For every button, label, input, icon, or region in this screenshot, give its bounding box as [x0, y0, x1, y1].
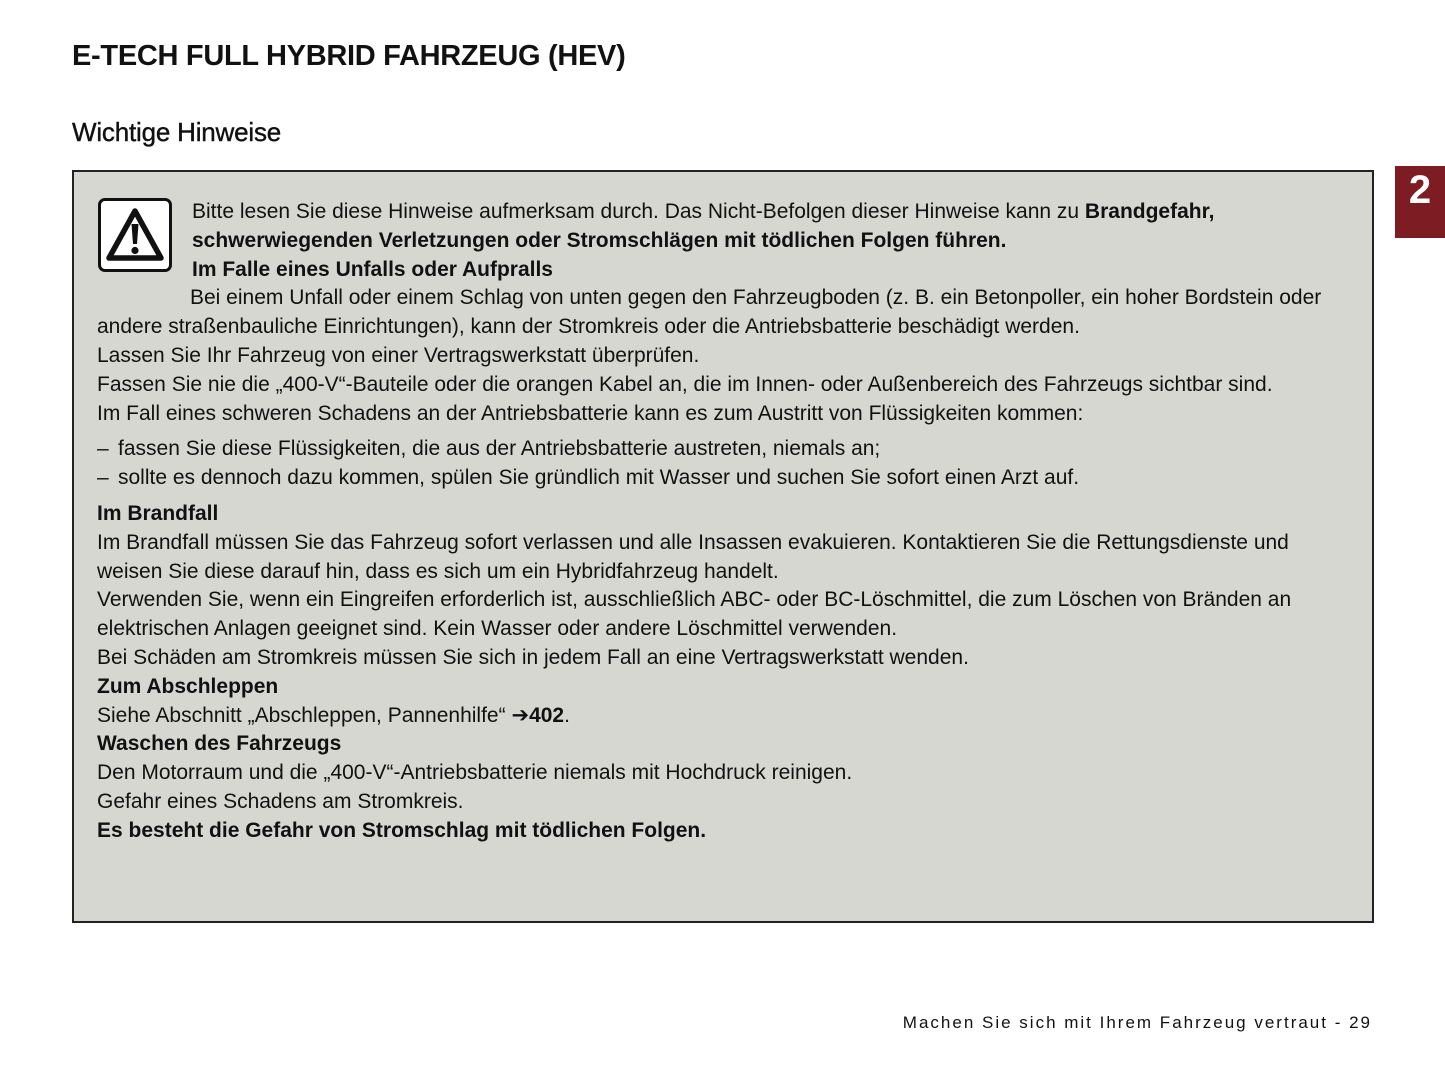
page-reference-link[interactable]: 402	[529, 703, 565, 727]
chapter-tab: 2	[1395, 166, 1445, 238]
page-footer: Machen Sie sich mit Ihrem Fahrzeug vertraut - 29	[902, 1013, 1372, 1032]
warning-triangle-icon	[98, 198, 172, 272]
fluid-instructions-list	[97, 435, 1350, 493]
list-item-text: sollte es dennoch dazu kommen, spülen Sie gründlich mit Wasser und suchen Sie sofort einen Arzt auf.	[118, 466, 1080, 490]
washing-paragraph-1: Den Motorraum und die „400-V“-Antriebsbatterie niemals mit Hochdruck reinigen.	[97, 761, 853, 785]
list-dash: –	[97, 437, 109, 461]
section-title: Wichtige Hinweise	[72, 117, 282, 147]
washing-heading: Waschen des Fahrzeugs	[97, 732, 342, 756]
arrow-right-icon: ➔	[511, 703, 530, 727]
page-title: E-TECH FULL HYBRID FAHRZEUG (HEV)	[72, 40, 626, 72]
fire-paragraph-3: Bei Schäden am Stromkreis müssen Sie sich in jedem Fall an eine Vertragswerkstatt wenden.	[97, 645, 969, 669]
list-item-text: fassen Sie diese Flüssigkeiten, die aus der Antriebsbatterie austreten, niemals an;	[118, 437, 881, 461]
warning-intro	[97, 198, 1350, 256]
fire-paragraph-2: Verwenden Sie, wenn ein Eingreifen erforderlich ist, ausschließlich ABC- oder BC-Löschmittel, die zum Löschen von Bränden an elektrischen Anlagen geeignet sind. Kein Wasser oder andere Löschmittel verwenden.	[97, 588, 1292, 641]
washing-paragraph-2: Gefahr eines Schadens am Stromkreis.	[97, 789, 464, 813]
warning-intro-text: Bitte lesen Sie diese Hinweise aufmerksam durch. Das Nicht-Befolgen dieser Hinweise kann zu	[192, 200, 1085, 223]
accident-paragraph-1: Bei einem Unfall oder einem Schlag von unten gegen den Fahrzeugboden (z. B. ein Betonpoller, ein hoher Bordstein oder andere straßenbauliche Einrichtungen), kann der Stromkreis oder die Antriebsbatterie beschädigt werden.	[97, 286, 1322, 339]
towing-heading: Zum Abschleppen	[97, 674, 279, 698]
washing-paragraph-3: Es besteht die Gefahr von Stromschlag mit tödlichen Folgen.	[97, 818, 707, 842]
warning-box	[72, 170, 1374, 923]
fire-paragraph-1: Im Brandfall müssen Sie das Fahrzeug sofort verlassen und alle Insassen evakuieren. Kontaktieren Sie die Rettungsdienste und weisen Sie diese darauf hin, dass es sich um ein Hybridfahrzeug handelt.	[97, 530, 1289, 583]
accident-heading: Im Falle eines Unfalls oder Aufpralls	[192, 257, 553, 281]
fire-heading: Im Brandfall	[97, 501, 219, 525]
list-dash: –	[97, 466, 109, 490]
towing-end: .	[564, 703, 570, 727]
accident-paragraph-3: Fassen Sie nie die „400-V“-Bauteile oder die orangen Kabel an, die im Innen- oder Außenbereich des Fahrzeugs sichtbar sind.	[97, 372, 1273, 396]
towing-paragraph	[97, 702, 1350, 731]
accident-paragraph-2: Lassen Sie Ihr Fahrzeug von einer Vertragswerkstatt überprüfen.	[97, 343, 700, 367]
list-item	[97, 464, 1350, 493]
list-item	[97, 435, 1350, 464]
towing-text: Siehe Abschnitt „Abschleppen, Pannenhilfe“	[97, 703, 512, 727]
warning-intro-emphasis: Brandgefahr, schwerwiegenden Verletzungen oder Stromschlägen mit tödlichen Folgen führen.	[192, 200, 1215, 252]
accident-paragraph-4: Im Fall eines schweren Schadens an der Antriebsbatterie kann es zum Austritt von Flüssigkeiten kommen:	[97, 401, 1084, 425]
